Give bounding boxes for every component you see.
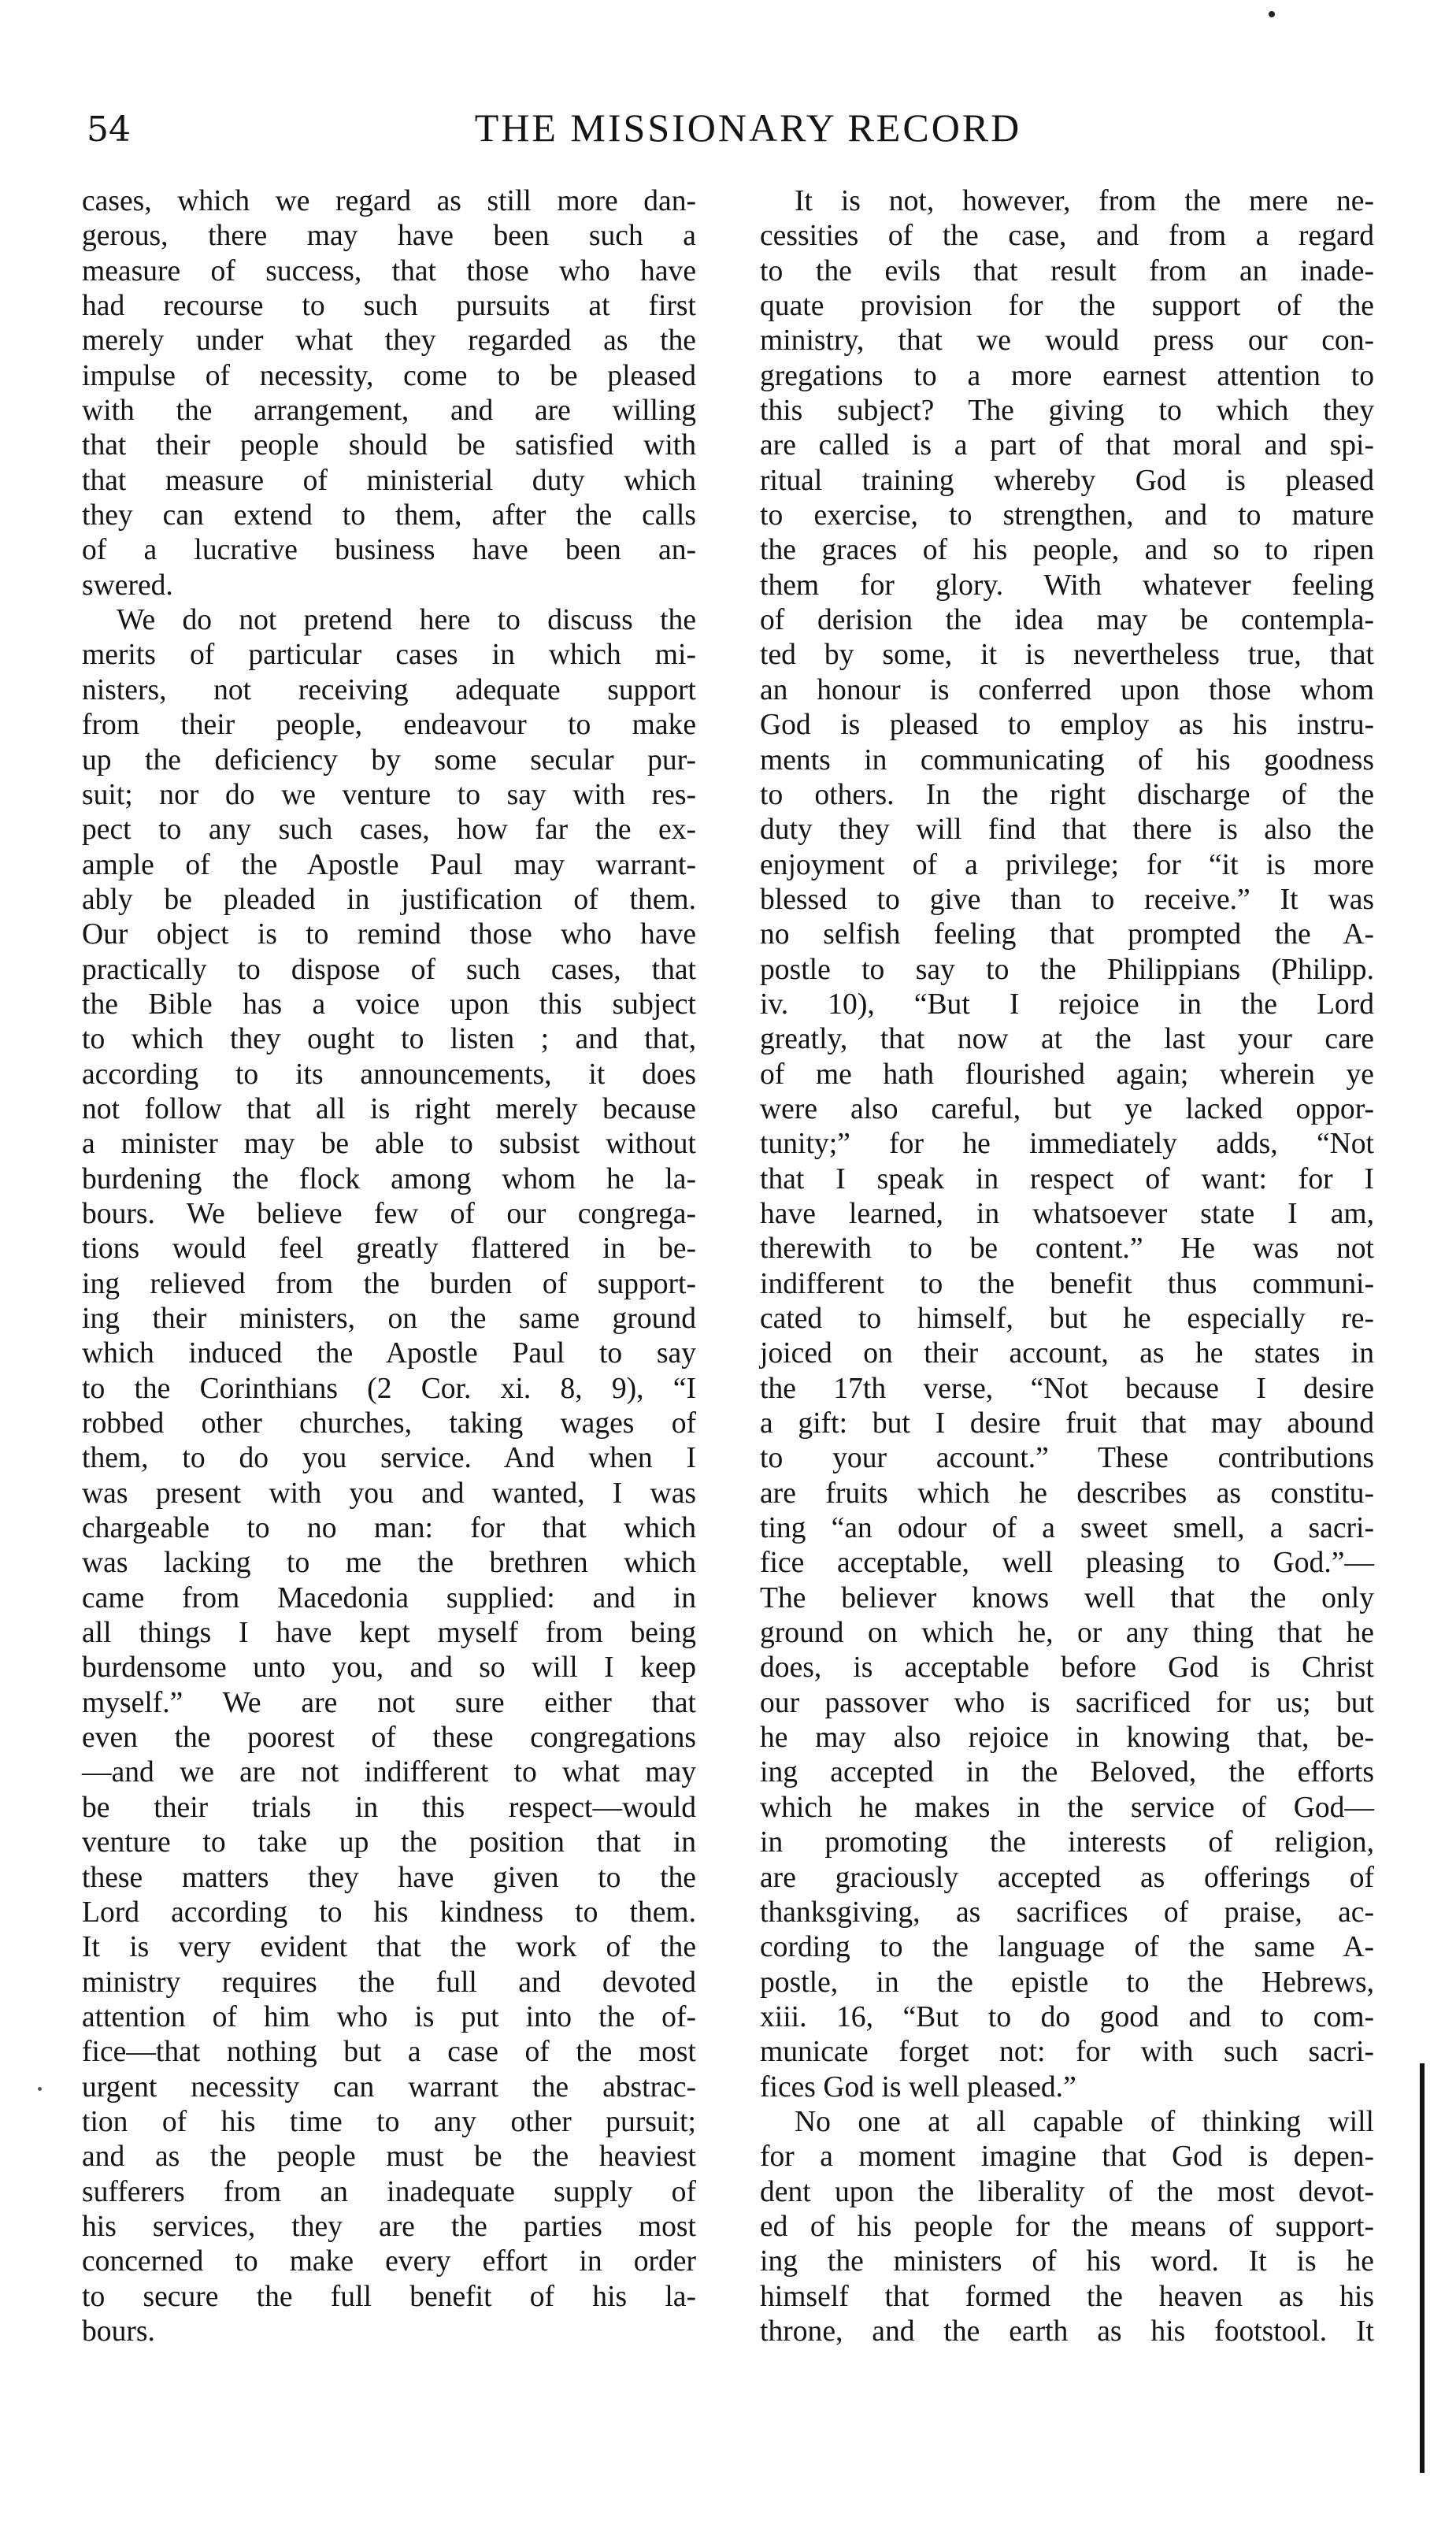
- text-line: from their people, endeavour to make: [82, 709, 696, 742]
- text-line: that I speak in respect of want: for I: [760, 1162, 1374, 1195]
- text-line: ritual training whereby God is pleased: [760, 464, 1374, 497]
- text-line: throne, and the earth as his footstool. It: [760, 2315, 1374, 2348]
- text-line: does, is acceptable before God is Christ: [760, 1651, 1374, 1685]
- text-line: our passover who is sacrificed for us; but: [760, 1686, 1374, 1719]
- text-line: to the Corinthians (2 Cor. xi. 8, 9), “I: [82, 1372, 696, 1405]
- text-line: to your account.” These contributions: [760, 1442, 1374, 1475]
- text-line: ments in communicating of his goodness: [760, 743, 1374, 777]
- text-line: of me hath flourished again; wherein ye: [760, 1058, 1374, 1091]
- text-line: therewith to be content.” He was not: [760, 1232, 1374, 1266]
- text-line: to which they ought to listen ; and that,: [82, 1023, 696, 1056]
- text-line: fice acceptable, well pleasing to God.”—: [760, 1547, 1374, 1580]
- text-line: It is not, however, from the mere ne-: [795, 185, 1374, 217]
- text-line: an honour is conferred upon those whom: [760, 673, 1374, 706]
- text-line: for a moment imagine that God is depen-: [760, 2141, 1374, 2174]
- text-line: xiii. 16, “But to do good and to com-: [760, 2000, 1374, 2033]
- text-line: suit; nor do we venture to say with res-: [82, 778, 696, 811]
- text-line: the graces of his people, and so to ripen: [760, 534, 1374, 567]
- text-line: even the poorest of these congregations: [82, 1722, 696, 1755]
- text-line: postle to say to the Philippians (Philipp.: [760, 953, 1374, 986]
- text-line: enjoyment of a privilege; for “it is more: [760, 848, 1374, 881]
- text-line: which he makes in the service of God—: [760, 1791, 1374, 1824]
- text-line: It is very evident that the work of the: [82, 1931, 696, 1964]
- text-line: to exercise, to strengthen, and to mature: [760, 499, 1374, 532]
- text-line: no selfish feeling that prompted the A-: [760, 918, 1374, 951]
- text-line: ample of the Apostle Paul may warrant-: [82, 848, 696, 881]
- text-line: according to its announcements, it does: [82, 1058, 696, 1091]
- text-line: municate forget not: for with such sacri-: [760, 2036, 1374, 2069]
- text-line: not follow that all is right merely because: [82, 1092, 696, 1125]
- text-line: robbed other churches, taking wages of: [82, 1407, 696, 1440]
- text-line: ing their ministers, on the same ground: [82, 1303, 696, 1335]
- text-line: blessed to give than to receive.” It was: [760, 883, 1374, 916]
- text-line: thanksgiving, as sacrifices of praise, ac-: [760, 1896, 1374, 1929]
- text-line: quate provision for the support of the: [760, 290, 1374, 323]
- text-line: iv. 10), “But I rejoice in the Lord: [760, 988, 1374, 1021]
- text-line: with the arrangement, and are willing: [82, 395, 696, 428]
- text-line: Lord according to his kindness to them.: [82, 1896, 696, 1929]
- text-line: cessities of the case, and from a regard: [760, 220, 1374, 253]
- text-line: cases, which we regard as still more dan-: [82, 185, 696, 217]
- text-line: gregations to a more earnest attention to: [760, 359, 1374, 392]
- text-line: tion of his time to any other pursuit;: [82, 2105, 696, 2138]
- text-line: bours.: [82, 2315, 155, 2348]
- text-line: in promoting the interests of religion,: [760, 1826, 1374, 1859]
- text-line: his services, they are the parties most: [82, 2210, 696, 2243]
- text-line: have learned, in whatsoever state I am,: [760, 1197, 1374, 1230]
- text-line: tunity;” for he immediately adds, “Not: [760, 1128, 1374, 1161]
- text-line: cording to the language of the same A-: [760, 1931, 1374, 1964]
- text-line: himself that formed the heaven as his: [760, 2280, 1374, 2313]
- text-line: they can extend to them, after the calls: [82, 499, 696, 532]
- text-line: ed of his people for the means of support-: [760, 2210, 1374, 2243]
- text-line: are graciously accepted as offerings of: [760, 1861, 1374, 1894]
- text-line: had recourse to such pursuits at first: [82, 290, 696, 323]
- page-number: 54: [87, 109, 131, 150]
- text-line: bours. We believe few of our congrega-: [82, 1197, 696, 1230]
- text-line: came from Macedonia supplied: and in: [82, 1581, 696, 1614]
- text-line: ground on which he, or any thing that he: [760, 1617, 1374, 1650]
- ink-speck: [38, 2087, 42, 2091]
- text-line: ing relieved from the burden of support-: [82, 1267, 696, 1300]
- text-line: joiced on their account, as he states in: [760, 1337, 1374, 1370]
- text-line: tions would feel greatly flattered in be-: [82, 1232, 696, 1266]
- text-line: a gift: but I desire fruit that may abound: [760, 1407, 1374, 1440]
- text-line: swered.: [82, 569, 173, 602]
- page-edge-shadow: [1420, 2063, 1425, 2473]
- text-line: —and we are not indifferent to what may: [82, 1756, 696, 1789]
- text-line: We do not pretend here to discuss the: [117, 604, 696, 637]
- text-line: to the evils that result from an inade-: [760, 254, 1374, 287]
- text-line: a minister may be able to subsist without: [82, 1128, 696, 1161]
- text-line: merely under what they regarded as the: [82, 324, 696, 358]
- text-line: the Bible has a voice upon this subject: [82, 988, 696, 1021]
- text-line: were also careful, but ye lacked oppor-: [760, 1092, 1374, 1125]
- text-line: are fruits which he describes as constitu-: [760, 1477, 1374, 1510]
- text-line: impulse of necessity, come to be pleased: [82, 359, 696, 392]
- text-line: fice—that nothing but a case of the most: [82, 2036, 696, 2069]
- text-line: nisters, not receiving adequate support: [82, 673, 696, 706]
- left-column: [82, 184, 696, 2349]
- text-line: which induced the Apostle Paul to say: [82, 1337, 696, 1370]
- text-line: ing the ministers of his word. It is he: [760, 2245, 1374, 2278]
- text-line: cated to himself, but he especially re-: [760, 1303, 1374, 1335]
- text-line: dent upon the liberality of the most devot-: [760, 2175, 1374, 2208]
- text-line: was lacking to me the brethren which: [82, 1547, 696, 1580]
- text-line: venture to take up the position that in: [82, 1826, 696, 1859]
- text-line: up the deficiency by some secular pur-: [82, 743, 696, 777]
- text-line: fices God is well pleased.”: [760, 2070, 1076, 2103]
- text-line: measure of success, that those who have: [82, 254, 696, 287]
- text-line: are called is a part of that moral and spi-: [760, 429, 1374, 462]
- text-line: attention of him who is put into the of-: [82, 2000, 696, 2033]
- text-line: greatly, that now at the last your care: [760, 1023, 1374, 1056]
- text-line: burdensome unto you, and so will I keep: [82, 1651, 696, 1685]
- text-line: ted by some, it is nevertheless true, that: [760, 639, 1374, 672]
- text-line: ministry, that we would press our con-: [760, 324, 1374, 358]
- text-line: to secure the full benefit of his la-: [82, 2280, 696, 2313]
- text-line: Our object is to remind those who have: [82, 918, 696, 951]
- text-line: that their people should be satisfied with: [82, 429, 696, 462]
- text-line: gerous, there may have been such a: [82, 220, 696, 253]
- text-line: be their trials in this respect—would: [82, 1791, 696, 1824]
- text-line: ing accepted in the Beloved, the efforts: [760, 1756, 1374, 1789]
- running-head: THE MISSIONARY RECORD: [474, 106, 1022, 150]
- text-line: all things I have kept myself from being: [82, 1617, 696, 1650]
- text-line: them for glory. With whatever feeling: [760, 569, 1374, 602]
- text-line: burdening the flock among whom he la-: [82, 1162, 696, 1195]
- text-line: myself.” We are not sure either that: [82, 1686, 696, 1719]
- text-line: he may also rejoice in knowing that, be-: [760, 1722, 1374, 1755]
- text-line: practically to dispose of such cases, that: [82, 953, 696, 986]
- text-line: the 17th verse, “Not because I desire: [760, 1372, 1374, 1405]
- text-line: concerned to make every effort in order: [82, 2245, 696, 2278]
- text-line: The believer knows well that the only: [760, 1581, 1374, 1614]
- text-line: ministry requires the full and devoted: [82, 1966, 696, 1999]
- text-line: and as the people must be the heaviest: [82, 2141, 696, 2174]
- text-line: merits of particular cases in which mi-: [82, 639, 696, 672]
- ink-speck: [1269, 11, 1275, 17]
- text-line: God is pleased to employ as his instru-: [760, 709, 1374, 742]
- text-line: duty they will find that there is also the: [760, 814, 1374, 847]
- text-line: urgent necessity can warrant the abstrac-: [82, 2070, 696, 2103]
- text-line: pect to any such cases, how far the ex-: [82, 814, 696, 847]
- text-line: postle, in the epistle to the Hebrews,: [760, 1966, 1374, 1999]
- text-line: of derision the idea may be contempla-: [760, 604, 1374, 637]
- text-line: them, to do you service. And when I: [82, 1442, 696, 1475]
- text-line: to others. In the right discharge of the: [760, 778, 1374, 811]
- text-line: sufferers from an inadequate supply of: [82, 2175, 696, 2208]
- right-column: [760, 184, 1374, 2349]
- text-line: that measure of ministerial duty which: [82, 464, 696, 497]
- text-line: these matters they have given to the: [82, 1861, 696, 1894]
- text-line: No one at all capable of thinking will: [795, 2105, 1374, 2138]
- text-line: chargeable to no man: for that which: [82, 1512, 696, 1545]
- text-line: this subject? The giving to which they: [760, 395, 1374, 428]
- text-line: was present with you and wanted, I was: [82, 1477, 696, 1510]
- text-line: ting “an odour of a sweet smell, a sacri-: [760, 1512, 1374, 1545]
- text-line: indifferent to the benefit thus communi-: [760, 1267, 1374, 1300]
- text-line: of a lucrative business have been an-: [82, 534, 696, 567]
- text-line: ably be pleaded in justification of them.: [82, 883, 696, 916]
